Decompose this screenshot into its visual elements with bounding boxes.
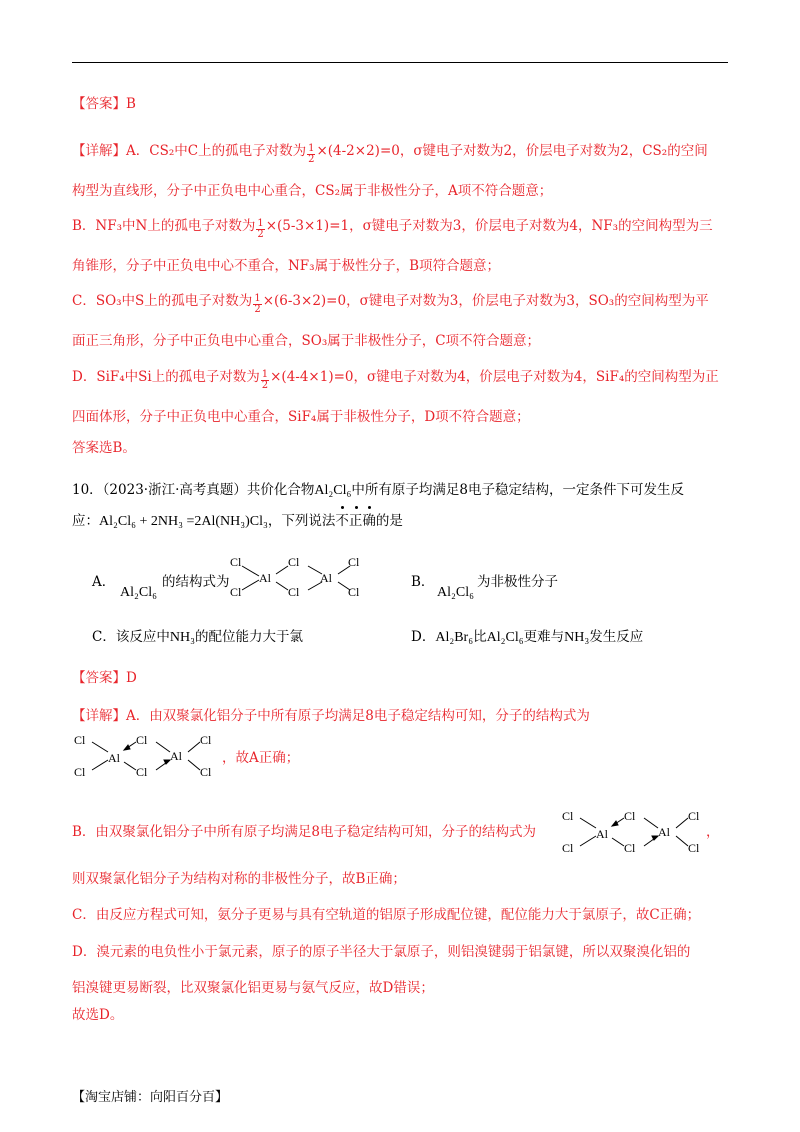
- q9-answer: 【答案】B: [72, 96, 136, 112]
- option-d-text-2: 更难与: [523, 629, 565, 645]
- atom-al: Al: [596, 827, 608, 841]
- q9-a-text-2: ×(4-2×2)=0，σ键电子对数为2，价层电子对数为2，CS₂的空间: [316, 143, 708, 159]
- q10-detail-d-text: D．溴元素的电负性小于氯元素，原子的原子半径大于氯原子，则铝溴键弱于铝氯键，所以双聚溴化铝的: [72, 944, 691, 960]
- formula-al2cl6: Al₂Cl₆: [486, 630, 524, 645]
- option-a-text: 的结构式为: [162, 574, 230, 590]
- atom-cl: Cl: [688, 841, 700, 855]
- q10-detail-a-text: A．由双聚氯化铝分子中所有原子均满足8电子稳定结构可知，分子的结构式为: [126, 708, 590, 724]
- q9-b-text-2: ×(5-3×1)=1，σ键电子对数为3，价层电子对数为4，NF₃的空间构型为三: [265, 218, 713, 234]
- q10-stem-line2: 应：: [72, 513, 99, 529]
- atom-cl: Cl: [348, 555, 360, 569]
- atom-cl: Cl: [200, 733, 212, 747]
- atom-cl: Cl: [688, 809, 700, 823]
- option-d: [411, 627, 643, 648]
- q9-c-text: C．SO₃中S上的孤电子对数为: [72, 293, 253, 309]
- atom-al: Al: [170, 749, 182, 763]
- atom-cl: Cl: [74, 765, 86, 779]
- footer-shop: 【淘宝店铺：向阳百分百】: [72, 1090, 229, 1105]
- formula-nh3: NH₃: [169, 630, 195, 645]
- structure-diagram-a: [226, 552, 366, 602]
- atom-al: Al: [320, 571, 332, 585]
- q9-b-text: B．NF₃中N上的孤电子对数为: [72, 218, 256, 234]
- q10-detail-b: B．由双聚氯化铝分子中所有原子均满足8电子稳定结构可知，分子的结构式为: [72, 824, 537, 840]
- atom-cl: Cl: [624, 841, 636, 855]
- atom-cl: Cl: [200, 765, 212, 779]
- atom-cl: Cl: [348, 585, 360, 599]
- atom-cl: Cl: [624, 809, 636, 823]
- option-c: [92, 627, 303, 648]
- q9-detail-c: [72, 291, 732, 351]
- atom-cl: Cl: [288, 585, 300, 599]
- q9-a-text: A．CS₂中C上的孤电子对数为: [126, 143, 307, 159]
- q10-detail-d-line2: 铝溴键更易断裂，比双聚氯化铝更易与氨气反应，故D错误；: [72, 980, 434, 996]
- q10-answer: 【答案】D: [72, 670, 137, 686]
- atom-cl: Cl: [562, 841, 574, 855]
- detail-label: 【详解】: [72, 143, 126, 159]
- q10-stem-text-2: 中所有原子均满足8电子稳定结构，一定条件下可发生反: [351, 482, 684, 498]
- option-d-text-3: 发生反应: [589, 629, 644, 645]
- q10-detail-d: [72, 942, 732, 998]
- q10-stem-line2-end: 的是: [375, 513, 403, 529]
- q9-detail-a: [72, 141, 732, 201]
- q10-detail-a-end: ，故A正确；: [222, 750, 300, 766]
- atom-al: Al: [108, 751, 120, 765]
- atom-cl: Cl: [288, 555, 300, 569]
- formula-al2br6: Al₂Br₆: [435, 630, 474, 645]
- q10-detail-a: [72, 706, 732, 726]
- emphasis-char: 正: [349, 513, 363, 529]
- formula-nh3: NH₃: [564, 630, 590, 645]
- q10-detail-b-line2: 则双聚氯化铝分子为结构对称的非极性分子，故B正确；: [72, 871, 406, 887]
- atom-cl: Cl: [230, 555, 242, 569]
- atom-cl: Cl: [74, 733, 86, 747]
- atom-cl: Cl: [562, 809, 574, 823]
- fraction-half: $\frac{1}{2}$: [254, 293, 261, 315]
- q10-stem-line2-b: ，下列说法: [267, 513, 336, 529]
- reaction-equation: Al₂Cl₆ + 2NH₃ =2Al(NH₃)Cl₃: [99, 514, 268, 529]
- q9-c-line2: 面正三角形，分子中正负电中心重合，SO₃属于非极性分子，C项不符合题意；: [72, 333, 541, 349]
- q9-b-line2: 角锥形，分子中正负电中心不重合，NF₃属于极性分子，B项符合题意；: [72, 258, 501, 274]
- q9-conclusion: 答案选B。: [72, 440, 136, 456]
- atom-cl: Cl: [136, 765, 148, 779]
- q10-conclusion: 故选D。: [72, 1007, 124, 1023]
- emphasis-char: 不: [335, 513, 349, 529]
- fraction-half: $\frac{1}{2}$: [257, 218, 264, 240]
- q9-c-text-2: ×(6-3×2)=0，σ键电子对数为3，价层电子对数为3，SO₃的空间构型为平: [262, 293, 709, 309]
- option-c-text-2: 的配位能力大于氯: [194, 629, 303, 645]
- option-a-formula: Al₂Cl₆: [120, 585, 157, 600]
- option-b-label: B．: [411, 574, 435, 590]
- fraction-half: $\frac{1}{2}$: [261, 369, 269, 391]
- detail-label: 【详解】: [72, 708, 126, 724]
- option-b-formula: Al₂Cl₆: [437, 585, 474, 600]
- atom-cl: Cl: [136, 733, 148, 747]
- option-b-text: 为非极性分子: [477, 574, 558, 590]
- q10-detail-b-end: ，: [706, 824, 720, 840]
- emphasis-char: 确: [362, 513, 376, 529]
- q10-stem: [72, 480, 732, 532]
- q10-stem-text: 10．（2023·浙江·高考真题）共价化合物: [72, 482, 315, 498]
- atom-al: Al: [259, 571, 271, 585]
- q9-a-line2: 构型为直线形，分子中正负电中心重合，CS₂属于非极性分子，A项不符合题意；: [72, 183, 553, 199]
- q10-detail-c: C．由反应方程式可知，氨分子更易与具有空轨道的铝原子形成配位键，配位能力大于氯原子，故C正确；: [72, 907, 701, 923]
- structure-diagram-detail-b: [560, 806, 710, 856]
- q9-d-text-2: ×(4-4×1)=0，σ键电子对数为4，价层电子对数为4，SiF₄的空间构型为正: [270, 369, 719, 385]
- option-a-label: A．: [92, 574, 116, 590]
- fraction-half: $\frac{1}{2}$: [308, 143, 315, 165]
- option-c-text: C．该反应中: [92, 629, 170, 645]
- formula-al2cl6: Al₂Cl₆: [314, 483, 352, 498]
- q9-detail-b: [72, 216, 732, 276]
- atom-al: Al: [658, 825, 670, 839]
- q9-d-text: D．SiF₄中Si上的孤电子对数为: [72, 369, 260, 385]
- atom-cl: Cl: [230, 585, 242, 599]
- header-rule: [72, 62, 728, 63]
- structure-diagram-detail-a: [72, 730, 222, 780]
- option-d-label: D．: [411, 629, 436, 645]
- q9-detail-d: [72, 367, 732, 427]
- q9-d-line2: 四面体形，分子中正负电中心重合，SiF₄属于非极性分子，D项不符合题意；: [72, 409, 530, 425]
- option-d-text: 比: [473, 629, 487, 645]
